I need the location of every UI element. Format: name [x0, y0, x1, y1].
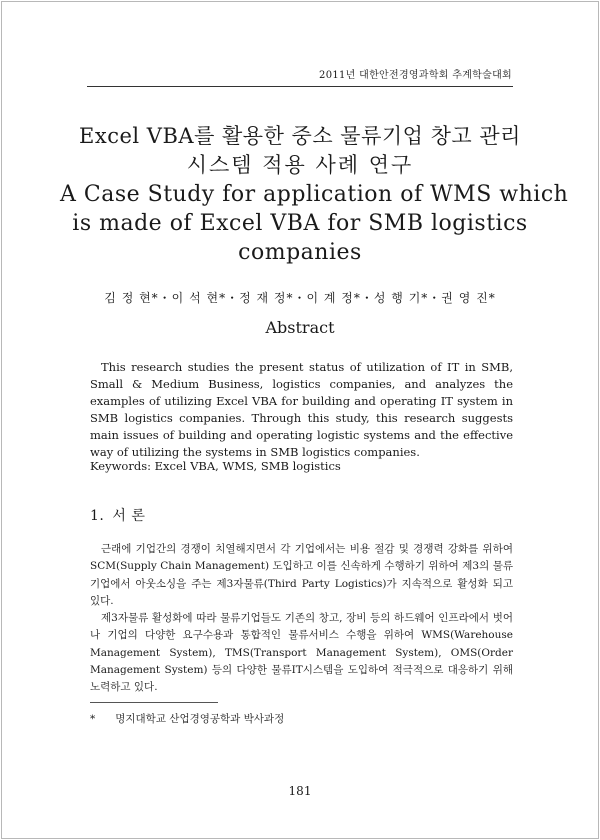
section-title: 서 론	[112, 508, 146, 524]
intro-paragraph-1: 근래에 기업간의 경쟁이 치열해지면서 각 기업에서는 비용 절감 및 경쟁력 강화를 위하여 SCM(Supply Chain Management) 도입하고 이를 신속하게 수행하기 위하여 제3의 물류기업에서 아웃소싱을 주는 제3자물류(Third Party Logistics)가 지속적으로 활성화 되고 있다.	[90, 543, 513, 607]
page-number: 181	[288, 784, 312, 798]
korean-title-line-2: 시스템 적용 사례 연구	[186, 153, 414, 177]
abstract-heading: Abstract	[265, 318, 335, 337]
paper-title	[60, 122, 569, 267]
author-list: 김 정 현*・이 석 현*・정 재 정*・이 계 정*・성 행 기*・권 영 진*	[104, 291, 496, 305]
footnote-text: 명지대학교 산업경영공학과 박사과정	[115, 713, 285, 725]
footnote	[90, 711, 284, 726]
introduction-text	[90, 541, 513, 697]
english-title-line-1: A Case Study for application of WMS which	[60, 182, 569, 207]
footnote-mark: *	[90, 713, 96, 725]
keywords: Keywords: Excel VBA, WMS, SMB logistics	[90, 459, 341, 473]
footnote-rule	[90, 702, 218, 703]
section-number: 1.	[90, 508, 105, 524]
intro-paragraph-2: 제3자물류 활성화에 따라 물류기업들도 기존의 창고, 장비 등의 하드웨어 인프라에서 벗어나 기업의 다양한 요구수용과 통합적인 물류서비스 수행을 위하여 WMS(Warehouse Management System), TMS(Transport Management System), OMS(Order Management System) 등의 다양한 물류IT시스템을 도입하여 적극적으로 대응하기 위해 노력하고 있다.	[90, 612, 513, 694]
english-title-line-2: is made of Excel VBA for SMB logistics	[72, 211, 528, 236]
section-heading	[90, 505, 145, 525]
english-title-line-3: companies	[238, 240, 362, 265]
abstract-body: This research studies the present status of utilization of IT in SMB, Small & Medium Business, logistics companies, and analyzes the examples of utilizing Excel VBA for building and operating IT system in SMB logistics companies. Through this study, this research suggests main issues of building and operating logistic systems and the effective way of utilizing the systems in SMB logistics companies.	[90, 360, 513, 460]
conference-header: 2011년 대한안전경영과학회 추계학술대회	[319, 70, 512, 81]
korean-title-line-1: Excel VBA를 활용한 중소 물류기업 창고 관리	[79, 124, 521, 148]
header-rule	[87, 86, 513, 87]
